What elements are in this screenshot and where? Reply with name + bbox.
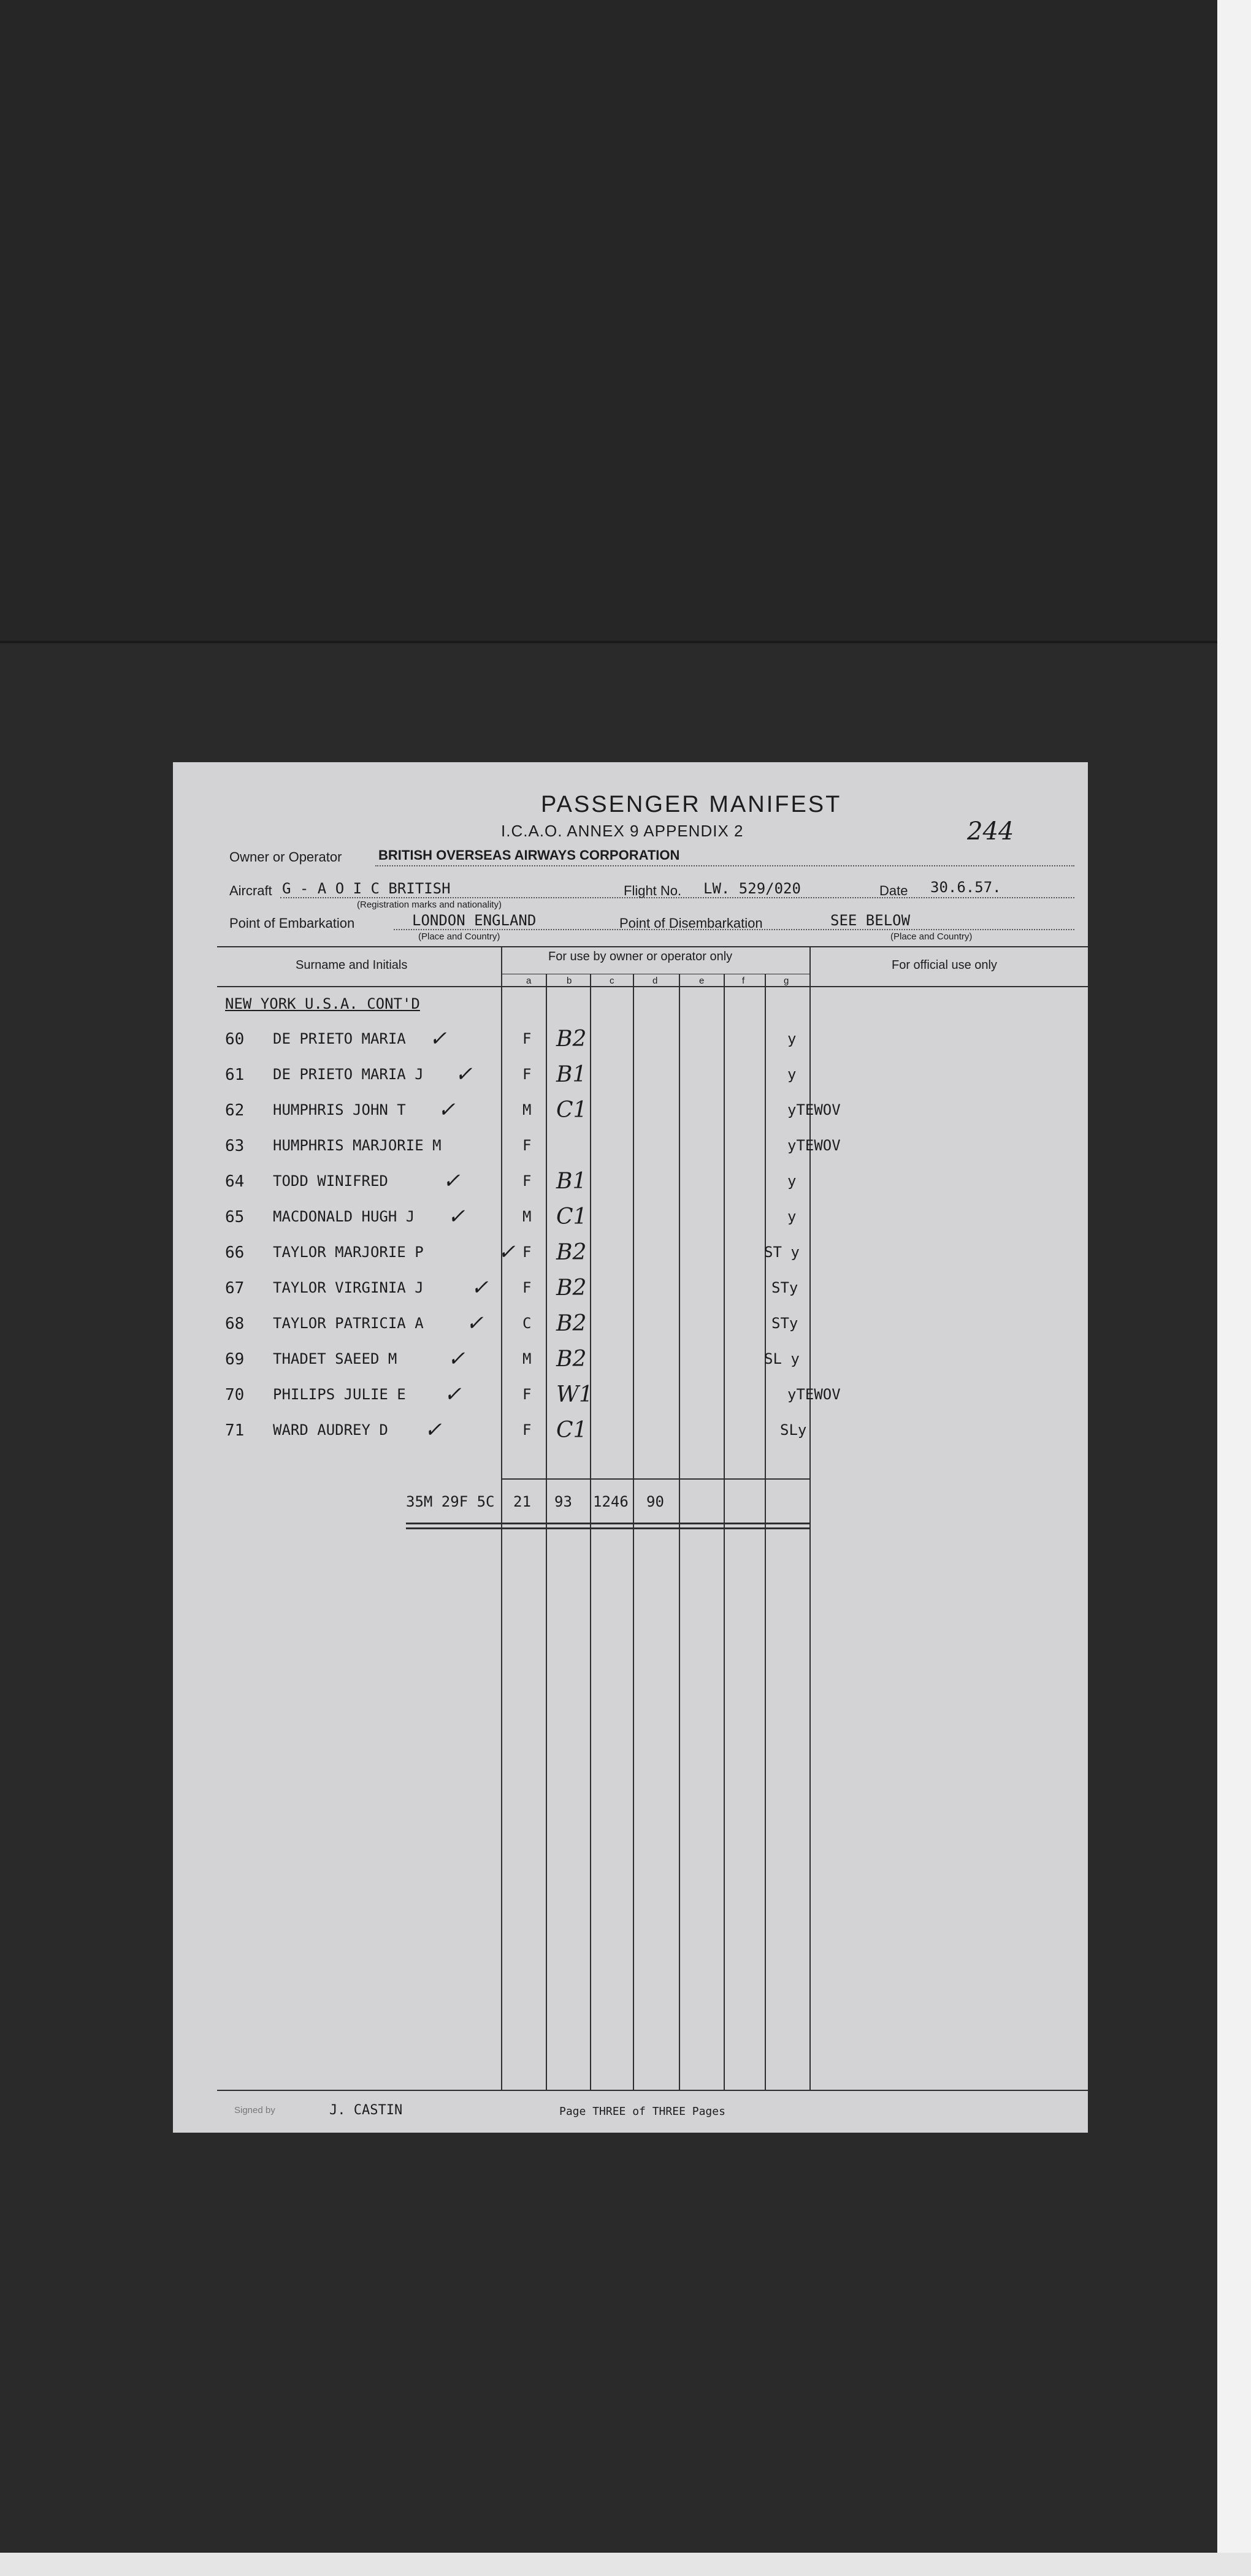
passenger-name: DE PRIETO MARIA J bbox=[273, 1066, 424, 1083]
footer-rule bbox=[217, 2090, 1088, 2091]
disembarkation-label: Point of Disembarkation bbox=[619, 915, 763, 931]
row-number: 61 bbox=[225, 1066, 245, 1084]
passenger-name: HUMPHRIS MARJORIE M bbox=[273, 1137, 442, 1154]
film-edge-right bbox=[1217, 0, 1251, 2576]
table-row bbox=[173, 1026, 1088, 1066]
seat-code: W1 bbox=[556, 1382, 593, 1407]
passenger-sex: F bbox=[522, 1030, 532, 1047]
date-value: 30.6.57. bbox=[930, 879, 1001, 896]
passenger-sex: F bbox=[522, 1172, 532, 1190]
page-count-text: Page THREE of THREE Pages bbox=[559, 2105, 725, 2118]
official-code: yTEWOV bbox=[787, 1101, 841, 1118]
subcol-c: c bbox=[610, 976, 614, 986]
table-row bbox=[173, 1347, 1088, 1386]
table-row bbox=[173, 1204, 1088, 1244]
official-code: yTEWOV bbox=[787, 1137, 841, 1154]
scan-backdrop-top bbox=[0, 0, 1251, 641]
subcol-f: f bbox=[742, 976, 745, 986]
official-code: STy bbox=[771, 1315, 798, 1332]
passenger-sex: F bbox=[522, 1244, 532, 1261]
embarkation-note: (Place and Country) bbox=[418, 931, 500, 942]
official-code: yTEWOV bbox=[787, 1386, 841, 1403]
table-header-rule bbox=[217, 986, 1088, 987]
row-number: 70 bbox=[225, 1386, 245, 1404]
passenger-name: TAYLOR VIRGINIA J bbox=[273, 1279, 424, 1296]
check-mark: ✓ bbox=[471, 1275, 489, 1300]
embarkation-value: LONDON ENGLAND bbox=[412, 912, 537, 929]
check-mark: ✓ bbox=[443, 1169, 461, 1193]
section-heading: NEW YORK U.S.A. CONT'D bbox=[225, 995, 420, 1012]
table-row bbox=[173, 1275, 1088, 1315]
aircraft-value: G - A O I C BRITISH bbox=[282, 880, 451, 897]
total-c: 1246 bbox=[593, 1493, 629, 1510]
table-top-rule bbox=[217, 946, 1088, 947]
table-row bbox=[173, 1382, 1088, 1421]
passenger-name: MACDONALD HUGH J bbox=[273, 1208, 415, 1225]
row-number: 62 bbox=[225, 1101, 245, 1120]
check-mark: ✓ bbox=[429, 1026, 447, 1051]
check-mark: ✓ bbox=[448, 1204, 465, 1229]
table-row bbox=[173, 1240, 1088, 1279]
row-number: 65 bbox=[225, 1208, 245, 1226]
row-number: 66 bbox=[225, 1244, 245, 1262]
check-mark: ✓ bbox=[424, 1418, 442, 1442]
owner-value: BRITISH OVERSEAS AIRWAYS CORPORATION bbox=[378, 847, 680, 863]
official-code: y bbox=[787, 1208, 797, 1225]
total-d: 90 bbox=[646, 1493, 664, 1510]
col-surname-header: Surname and Initials bbox=[296, 958, 408, 972]
table-row bbox=[173, 1311, 1088, 1350]
row-number: 67 bbox=[225, 1279, 245, 1298]
check-mark: ✓ bbox=[444, 1382, 462, 1407]
passenger-name: PHILIPS JULIE E bbox=[273, 1386, 406, 1403]
signature-label: Signed by bbox=[234, 2105, 275, 2115]
passenger-sex: M bbox=[522, 1101, 532, 1118]
official-code: STy bbox=[771, 1279, 798, 1296]
seat-code: B2 bbox=[556, 1026, 587, 1052]
row-number: 60 bbox=[225, 1030, 245, 1049]
passenger-sex: F bbox=[522, 1421, 532, 1439]
seat-code: B2 bbox=[556, 1275, 587, 1301]
check-mark: ✓ bbox=[498, 1240, 516, 1264]
table-row bbox=[173, 1062, 1088, 1101]
embarkation-dotline bbox=[394, 929, 1074, 930]
seat-code: C1 bbox=[556, 1098, 587, 1123]
subcol-b: b bbox=[567, 976, 572, 986]
disembarkation-note: (Place and Country) bbox=[890, 931, 973, 942]
flight-value: LW. 529/020 bbox=[703, 880, 801, 897]
embarkation-label: Point of Embarkation bbox=[229, 915, 355, 931]
passenger-sex: F bbox=[522, 1386, 532, 1403]
row-number: 69 bbox=[225, 1350, 245, 1369]
aircraft-note: (Registration marks and nationality) bbox=[357, 900, 502, 910]
passenger-sex: F bbox=[522, 1279, 532, 1296]
aircraft-dotline bbox=[280, 897, 1074, 898]
signature-value: J. CASTIN bbox=[329, 2103, 403, 2118]
passenger-name: THADET SAEED M bbox=[273, 1350, 397, 1367]
seat-code: B1 bbox=[556, 1169, 587, 1194]
subcol-a: a bbox=[526, 976, 532, 986]
seat-code: C1 bbox=[556, 1418, 587, 1443]
subcol-e: e bbox=[699, 976, 705, 986]
official-code: SLy bbox=[780, 1421, 807, 1439]
passenger-name: TAYLOR MARJORIE P bbox=[273, 1244, 424, 1261]
col-official-header: For official use only bbox=[892, 958, 997, 972]
flight-label: Flight No. bbox=[624, 883, 682, 898]
total-a: 21 bbox=[513, 1493, 531, 1510]
totals-double-rule bbox=[406, 1527, 809, 1529]
row-number: 63 bbox=[225, 1137, 245, 1155]
disembarkation-value: SEE BELOW bbox=[830, 912, 911, 929]
seat-code: C1 bbox=[556, 1204, 587, 1229]
table-row bbox=[173, 1098, 1088, 1137]
row-number: 71 bbox=[225, 1421, 245, 1440]
subcol-d: d bbox=[652, 976, 658, 986]
check-mark: ✓ bbox=[438, 1098, 456, 1122]
seat-code: B2 bbox=[556, 1347, 587, 1372]
seat-code: B2 bbox=[556, 1311, 587, 1336]
official-code: y bbox=[787, 1172, 797, 1190]
total-passengers: 35M 29F 5C bbox=[406, 1493, 495, 1510]
row-number: 68 bbox=[225, 1315, 245, 1333]
manifest-title: PASSENGER MANIFEST bbox=[541, 792, 842, 817]
row-number: 64 bbox=[225, 1172, 245, 1191]
col-owner-header: For use by owner or operator only bbox=[548, 950, 733, 963]
official-code: ST y bbox=[764, 1244, 800, 1261]
official-code: y bbox=[787, 1066, 797, 1083]
manifest-subtitle: I.C.A.O. ANNEX 9 APPENDIX 2 bbox=[501, 822, 744, 840]
date-label: Date bbox=[879, 883, 908, 898]
passenger-name: TODD WINIFRED bbox=[273, 1172, 388, 1190]
table-row bbox=[173, 1418, 1088, 1457]
film-edge-bottom bbox=[0, 2553, 1251, 2576]
totals-top-rule bbox=[501, 1478, 809, 1480]
aircraft-label: Aircraft bbox=[229, 883, 272, 898]
passenger-sex: M bbox=[522, 1350, 532, 1367]
passenger-sex: C bbox=[522, 1315, 532, 1332]
official-code: y bbox=[787, 1030, 797, 1047]
passenger-name: TAYLOR PATRICIA A bbox=[273, 1315, 424, 1332]
passenger-manifest-sheet bbox=[173, 762, 1088, 2133]
check-mark: ✓ bbox=[448, 1347, 465, 1371]
owner-dotline bbox=[375, 865, 1074, 866]
passenger-name: HUMPHRIS JOHN T bbox=[273, 1101, 406, 1118]
passenger-sex: F bbox=[522, 1137, 532, 1154]
passenger-sex: M bbox=[522, 1208, 532, 1225]
subcol-g: g bbox=[784, 976, 789, 986]
table-row bbox=[173, 1137, 1088, 1172]
check-mark: ✓ bbox=[466, 1311, 484, 1336]
owner-label: Owner or Operator bbox=[229, 849, 342, 865]
passenger-sex: F bbox=[522, 1066, 532, 1083]
seat-code: B2 bbox=[556, 1240, 587, 1265]
passenger-name: DE PRIETO MARIA bbox=[273, 1030, 406, 1047]
totals-bottom-rule bbox=[406, 1523, 809, 1524]
seat-code: B1 bbox=[556, 1062, 587, 1087]
total-b: 93 bbox=[554, 1493, 572, 1510]
check-mark: ✓ bbox=[455, 1062, 473, 1087]
official-code: SL y bbox=[764, 1350, 800, 1367]
passenger-name: WARD AUDREY D bbox=[273, 1421, 388, 1439]
page-stamp: 244 bbox=[967, 817, 1014, 846]
table-row bbox=[173, 1169, 1088, 1208]
